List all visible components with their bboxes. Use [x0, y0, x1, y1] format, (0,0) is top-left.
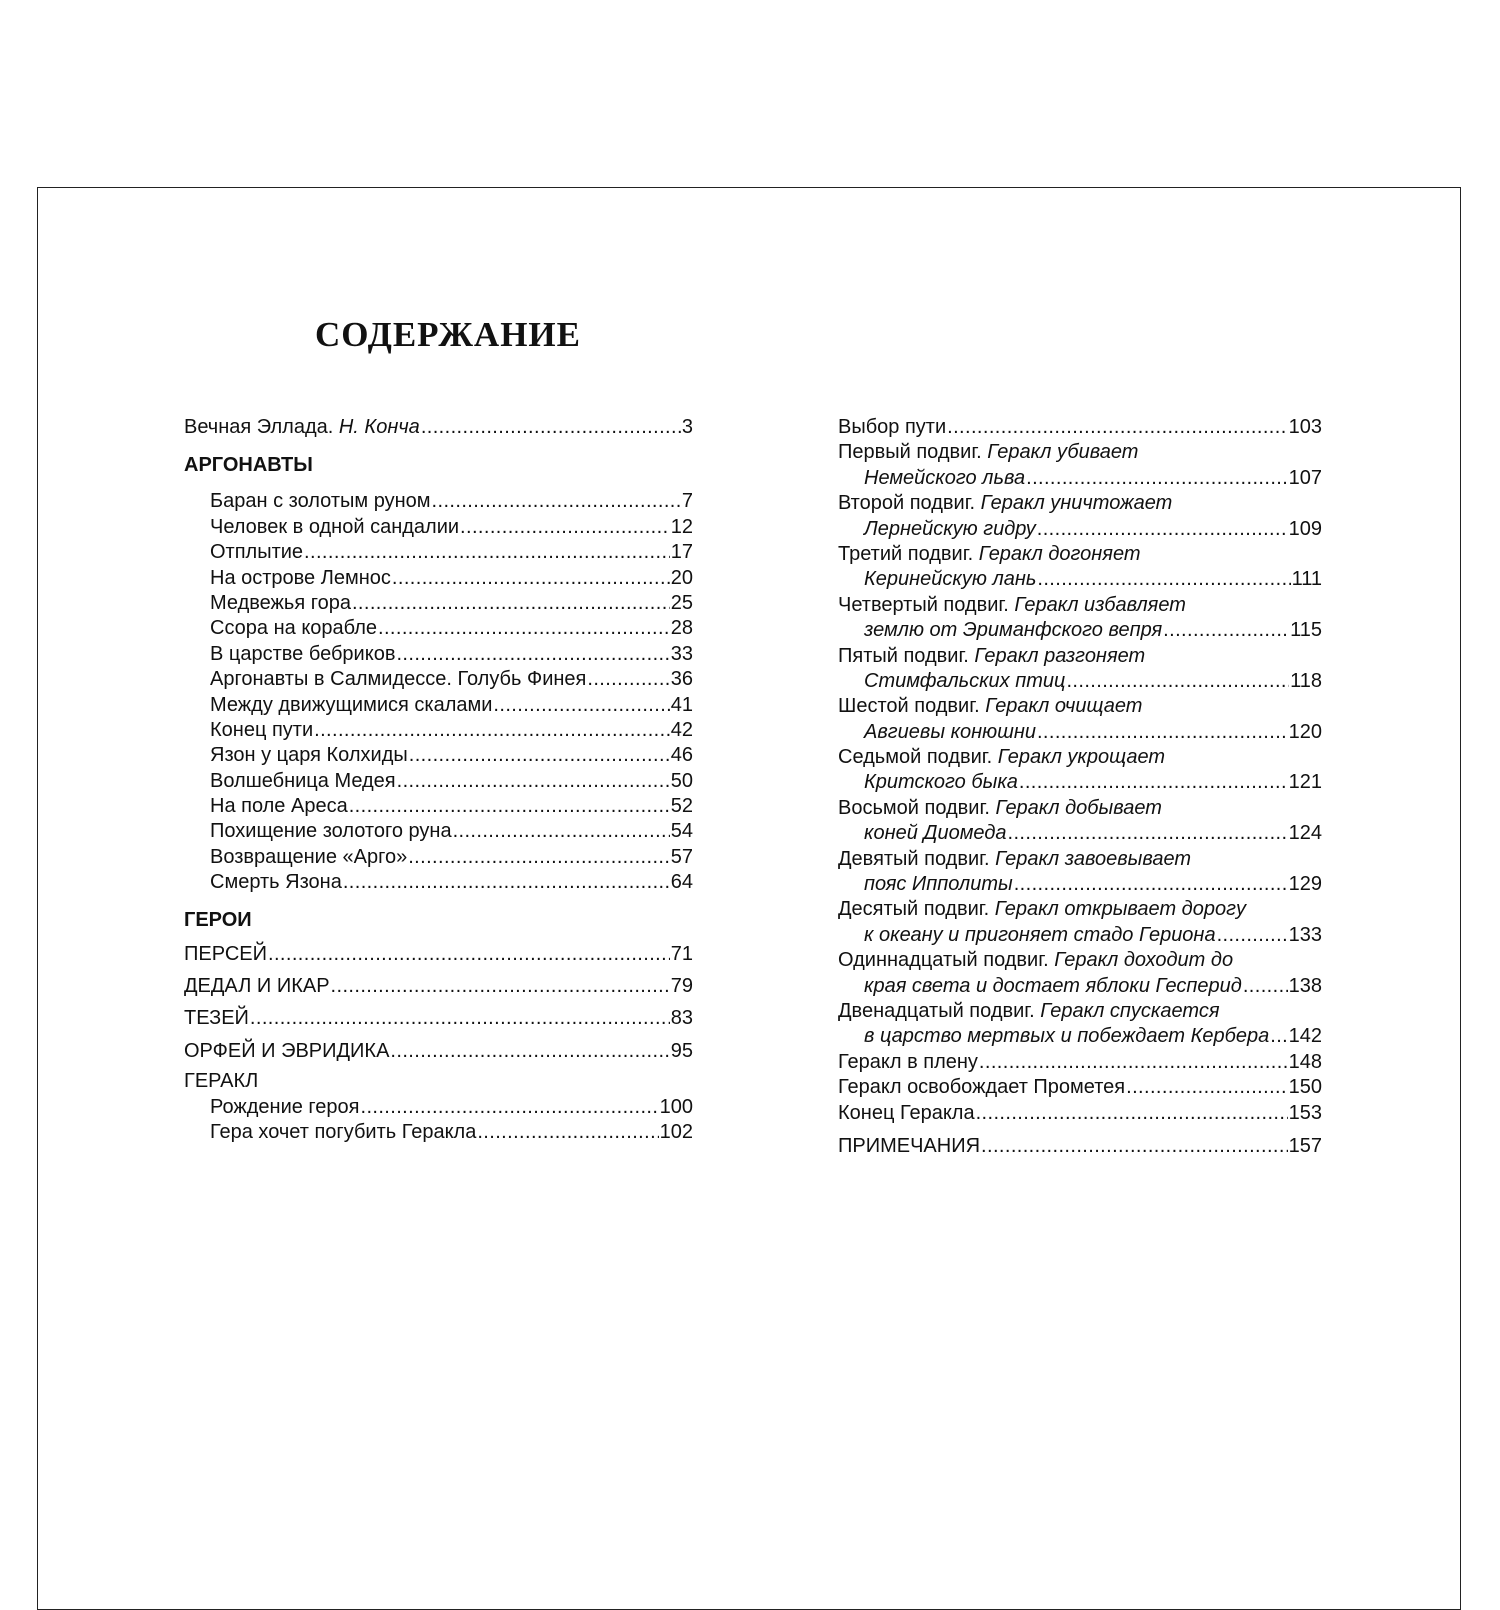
- labors-entry-list: [838, 440, 1322, 1049]
- page-number: 20: [670, 566, 693, 589]
- toc-entry[interactable]: [184, 667, 693, 692]
- page-number: 120: [1288, 720, 1322, 743]
- section-heading-heroes: ГЕРОИ: [184, 908, 252, 931]
- page-number: 3: [681, 416, 693, 438]
- dot-leader: [587, 667, 669, 692]
- dot-leader: [396, 642, 669, 667]
- labor-second-line: [838, 923, 1322, 948]
- entry-title: Геракл в плену: [838, 1050, 978, 1073]
- entry-title: Смерть Язона: [210, 871, 342, 894]
- entry-title: Похищение золотого руна: [210, 820, 452, 843]
- dot-leader: [979, 1050, 1288, 1075]
- toc-entry[interactable]: [184, 540, 693, 565]
- dot-leader: [1008, 821, 1288, 846]
- dot-leader: [432, 489, 681, 514]
- entry-subtitle: Геракл очищает: [985, 695, 1143, 718]
- page-number: 42: [670, 718, 693, 741]
- entry-title: Медвежья гора: [210, 591, 351, 614]
- dot-leader: [392, 566, 670, 591]
- dot-leader: [1270, 1024, 1287, 1049]
- dot-leader: [1014, 872, 1288, 897]
- entry-title: Третий подвиг.: [838, 542, 979, 565]
- toc-left-column: [184, 415, 693, 1145]
- entry-subtitle: Геракл добывает: [995, 796, 1162, 819]
- labor-second-line: [838, 618, 1322, 643]
- toc-entry[interactable]: [184, 1120, 693, 1145]
- page-number: 36: [670, 668, 693, 691]
- dot-leader: [1243, 974, 1288, 999]
- toc-entry[interactable]: [184, 566, 693, 591]
- page-number: 33: [670, 642, 693, 665]
- labor-title-line: [838, 694, 1322, 719]
- page-number: 64: [670, 871, 693, 894]
- dot-leader: [1163, 618, 1289, 643]
- labor-title-line: [838, 999, 1322, 1024]
- page-number: 150: [1288, 1076, 1322, 1099]
- entry-title: Пятый подвиг.: [838, 644, 975, 667]
- entry-title: Конец пути: [210, 718, 314, 741]
- toc-entry[interactable]: [184, 1039, 693, 1064]
- page-number: 71: [670, 942, 693, 965]
- page-number: 115: [1290, 619, 1322, 642]
- dot-leader: [981, 1134, 1288, 1159]
- page-number: 50: [670, 769, 693, 792]
- entry-title: Десятый подвиг.: [838, 898, 995, 921]
- dot-leader: [250, 1006, 670, 1031]
- entry-title: Между движущимися скалами: [210, 693, 493, 716]
- labor-second-line: [838, 466, 1322, 491]
- entry-subtitle-cont: края света и достает яблоки Гесперид: [864, 974, 1242, 997]
- labor-title-line: [838, 847, 1322, 872]
- heroes-entry-list: [184, 942, 693, 1065]
- toc-entry-labor[interactable]: [838, 847, 1322, 898]
- page-number: 109: [1288, 517, 1322, 540]
- entry-title: На поле Ареса: [210, 795, 348, 818]
- page-number: 54: [670, 820, 693, 843]
- dot-leader: [1026, 466, 1288, 491]
- entry-subtitle: Геракл разгоняет: [974, 644, 1146, 667]
- page-number: 142: [1288, 1025, 1322, 1048]
- labor-second-line: [838, 974, 1322, 999]
- labor-second-line: [838, 821, 1322, 846]
- entry-subtitle-cont: в царство мертвых и побеждает Кербера: [864, 1025, 1270, 1048]
- dot-leader: [268, 942, 670, 967]
- page-number: 102: [659, 1120, 693, 1143]
- toc-entry-first[interactable]: [838, 415, 1322, 440]
- dot-leader: [1037, 720, 1288, 745]
- labor-title-line: [838, 644, 1322, 669]
- toc-entry-intro[interactable]: [184, 415, 693, 440]
- entry-title: Восьмой подвиг.: [838, 796, 996, 819]
- toc-entry[interactable]: [184, 870, 693, 895]
- page-number: 7: [681, 490, 693, 513]
- page-number: 111: [1291, 568, 1322, 591]
- page-number: 103: [1288, 416, 1322, 438]
- labor-title-line: [838, 593, 1322, 618]
- labor-second-line: [838, 669, 1322, 694]
- entry-subtitle: Геракл убивает: [987, 441, 1139, 464]
- toc-entry-labor[interactable]: [838, 440, 1322, 491]
- dot-leader: [453, 819, 670, 844]
- entry-subtitle-cont: Лернейскую гидру: [864, 517, 1036, 540]
- page-number: 28: [670, 617, 693, 640]
- entry-title: Ссора на корабле: [210, 617, 378, 640]
- labor-title-line: [838, 897, 1322, 922]
- toc-entry[interactable]: [184, 591, 693, 616]
- page-number: 124: [1288, 822, 1322, 845]
- dot-leader: [397, 769, 670, 794]
- labor-second-line: [838, 1024, 1322, 1049]
- page-number: 46: [670, 744, 693, 767]
- entry-title: Возвращение «Арго»: [210, 845, 408, 868]
- heracles-entry-list: [184, 1095, 693, 1146]
- entry-title: Шестой подвиг.: [838, 695, 986, 718]
- entry-subtitle-cont: Критского быка: [864, 771, 1018, 794]
- entry-subtitle-cont: Керинейскую лань: [864, 568, 1037, 591]
- page-number: 95: [670, 1039, 693, 1062]
- entry-title: Конец Геракла: [838, 1101, 975, 1124]
- entry-title: Человек в одной сандалии: [210, 515, 460, 538]
- toc-entry[interactable]: [838, 1050, 1322, 1075]
- toc-entry-labor[interactable]: [838, 491, 1322, 542]
- entry-subtitle-cont: Авгиевы конюшни: [864, 720, 1036, 743]
- entry-subtitle-cont: землю от Эриманфского вепря: [864, 619, 1163, 642]
- toc-entry[interactable]: [184, 1095, 693, 1120]
- entry-title: Аргонавты в Салмидессе. Голубь Финея: [210, 668, 587, 691]
- labor-second-line: [838, 720, 1322, 745]
- dot-leader: [493, 693, 669, 718]
- page-number: 118: [1290, 669, 1322, 692]
- toc-right-column: [838, 415, 1322, 1159]
- tail-entry-list: [838, 1050, 1322, 1126]
- entry-subtitle-cont: Стимфальских птиц: [864, 669, 1066, 692]
- toc-entry[interactable]: [184, 515, 693, 540]
- toc-entry-labor[interactable]: [838, 644, 1322, 695]
- entry-subtitle-cont: пояс Ипполиты: [864, 873, 1013, 896]
- page-number: 157: [1288, 1134, 1322, 1157]
- dot-leader: [331, 974, 670, 999]
- toc-entry[interactable]: [184, 718, 693, 743]
- dot-leader: [477, 1120, 658, 1145]
- toc-entry[interactable]: [184, 616, 693, 641]
- argonauts-entry-list: [184, 489, 693, 895]
- entry-subtitle: Геракл завоевывает: [995, 847, 1192, 870]
- toc-entry[interactable]: [184, 845, 693, 870]
- dot-leader: [304, 540, 670, 565]
- entry-title: Гера хочет погубить Геракла: [210, 1120, 477, 1143]
- heracles-heading: ГЕРАКЛ: [184, 1070, 259, 1093]
- page-number: 148: [1288, 1050, 1322, 1073]
- toc-entry[interactable]: [184, 974, 693, 999]
- entry-title: Баран с золотым руном: [210, 490, 431, 513]
- toc-entry[interactable]: [184, 642, 693, 667]
- entry-title: Седьмой подвиг.: [838, 746, 998, 769]
- entry-subtitle-cont: к океану и пригоняет стадо Гериона: [864, 923, 1216, 946]
- dot-leader: [976, 1101, 1288, 1126]
- toc-entry[interactable]: [184, 942, 693, 967]
- page-number: 12: [670, 515, 693, 538]
- dot-leader: [408, 845, 670, 870]
- labor-second-line: [838, 517, 1322, 542]
- entry-subtitle-cont: Немейского льва: [864, 466, 1026, 489]
- dot-leader: [352, 591, 670, 616]
- toc-entry[interactable]: [184, 769, 693, 794]
- entry-title: Выбор пути: [838, 416, 947, 438]
- dot-leader: [390, 1039, 669, 1064]
- labor-second-line: [838, 770, 1322, 795]
- entry-subtitle: Геракл спускается: [1040, 999, 1220, 1022]
- toc-entry[interactable]: [838, 1101, 1322, 1126]
- dot-leader: [1217, 923, 1288, 948]
- entry-title: ПЕРСЕЙ: [184, 942, 267, 965]
- page-title: СОДЕРЖАНИЕ: [315, 315, 582, 354]
- labor-title-line: [838, 542, 1322, 567]
- entry-title: Волшебница Медея: [210, 769, 396, 792]
- entry-title: В царстве бебриков: [210, 642, 396, 665]
- entry-title: ДЕДАЛ И ИКАР: [184, 975, 330, 998]
- page-number: 129: [1288, 873, 1322, 896]
- page-number: 57: [670, 845, 693, 868]
- toc-entry[interactable]: [184, 794, 693, 819]
- toc-entry-labor[interactable]: [838, 593, 1322, 644]
- dot-leader: [314, 718, 670, 743]
- entry-title: Вечная Эллада.: [184, 416, 339, 438]
- entry-subtitle: Геракл доходит до: [1054, 949, 1234, 972]
- page-number: 25: [670, 591, 693, 614]
- entry-title: ПРИМЕЧАНИЯ: [838, 1134, 981, 1157]
- entry-subtitle: Геракл догоняет: [978, 542, 1141, 565]
- entry-author: Н. Конча: [338, 416, 420, 438]
- page-number: 83: [670, 1007, 693, 1030]
- toc-entry-labor[interactable]: [838, 542, 1322, 593]
- labor-title-line: [838, 491, 1322, 516]
- toc-entry[interactable]: [184, 693, 693, 718]
- page-number: 153: [1288, 1101, 1322, 1124]
- entry-title: Двенадцатый подвиг.: [838, 999, 1041, 1022]
- dot-leader: [349, 794, 670, 819]
- page-number: 138: [1288, 974, 1322, 997]
- dot-leader: [421, 415, 681, 440]
- page-number: 79: [670, 975, 693, 998]
- page-number: 133: [1288, 923, 1322, 946]
- page-number: 52: [670, 795, 693, 818]
- entry-subtitle: Геракл укрощает: [997, 746, 1166, 769]
- section-heading-argonauts: АРГОНАВТЫ: [184, 454, 313, 477]
- dot-leader: [1037, 567, 1290, 592]
- page-number: 17: [670, 541, 693, 564]
- dot-leader: [378, 616, 670, 641]
- entry-title: ОРФЕЙ И ЭВРИДИКА: [184, 1039, 390, 1062]
- entry-title: Рождение героя: [210, 1095, 360, 1118]
- toc-entry-labor[interactable]: [838, 796, 1322, 847]
- toc-entry[interactable]: [184, 1006, 693, 1031]
- entry-subtitle: Геракл избавляет: [1014, 593, 1186, 616]
- dot-leader: [1066, 669, 1289, 694]
- entry-title: Первый подвиг.: [838, 441, 988, 464]
- dot-leader: [460, 515, 670, 540]
- labor-second-line: [838, 872, 1322, 897]
- entry-title: Язон у царя Колхиды: [210, 744, 408, 767]
- dot-leader: [409, 743, 670, 768]
- page-number: 100: [659, 1095, 693, 1118]
- toc-entry[interactable]: [838, 1075, 1322, 1100]
- dot-leader: [360, 1095, 658, 1120]
- entry-subtitle-cont: коней Диомеда: [864, 822, 1007, 845]
- toc-entry-notes[interactable]: [838, 1134, 1322, 1159]
- labor-title-line: [838, 948, 1322, 973]
- toc-entry-labor[interactable]: [838, 897, 1322, 948]
- entry-subtitle: Геракл уничтожает: [980, 492, 1173, 515]
- entry-subtitle: Геракл открывает дорогу: [994, 898, 1246, 921]
- toc-entry-labor[interactable]: [838, 694, 1322, 745]
- toc-entry[interactable]: [184, 743, 693, 768]
- labor-second-line: [838, 567, 1322, 592]
- toc-entry[interactable]: [184, 489, 693, 514]
- page-number: 107: [1288, 466, 1322, 489]
- page-number: 41: [670, 693, 693, 716]
- dot-leader: [1019, 770, 1288, 795]
- toc-entry-labor[interactable]: [838, 745, 1322, 796]
- dot-leader: [1126, 1075, 1287, 1100]
- toc-entry-labor[interactable]: [838, 948, 1322, 999]
- entry-title: Отплытие: [210, 541, 304, 564]
- toc-entry[interactable]: [184, 819, 693, 844]
- entry-title: Девятый подвиг.: [838, 847, 996, 870]
- entry-title: На острове Лемнос: [210, 566, 391, 589]
- labor-title-line: [838, 745, 1322, 770]
- entry-title: Одиннадцатый подвиг.: [838, 949, 1055, 972]
- entry-title: Геракл освобождает Прометея: [838, 1076, 1126, 1099]
- entry-title: Второй подвиг.: [838, 492, 981, 515]
- dot-leader: [1037, 517, 1288, 542]
- dot-leader: [947, 415, 1287, 440]
- entry-title: Четвертый подвиг.: [838, 593, 1015, 616]
- page-number: 121: [1288, 771, 1322, 794]
- dot-leader: [343, 870, 670, 895]
- labor-title-line: [838, 796, 1322, 821]
- toc-entry-labor[interactable]: [838, 999, 1322, 1050]
- labor-title-line: [838, 440, 1322, 465]
- entry-title: ТЕЗЕЙ: [184, 1007, 249, 1030]
